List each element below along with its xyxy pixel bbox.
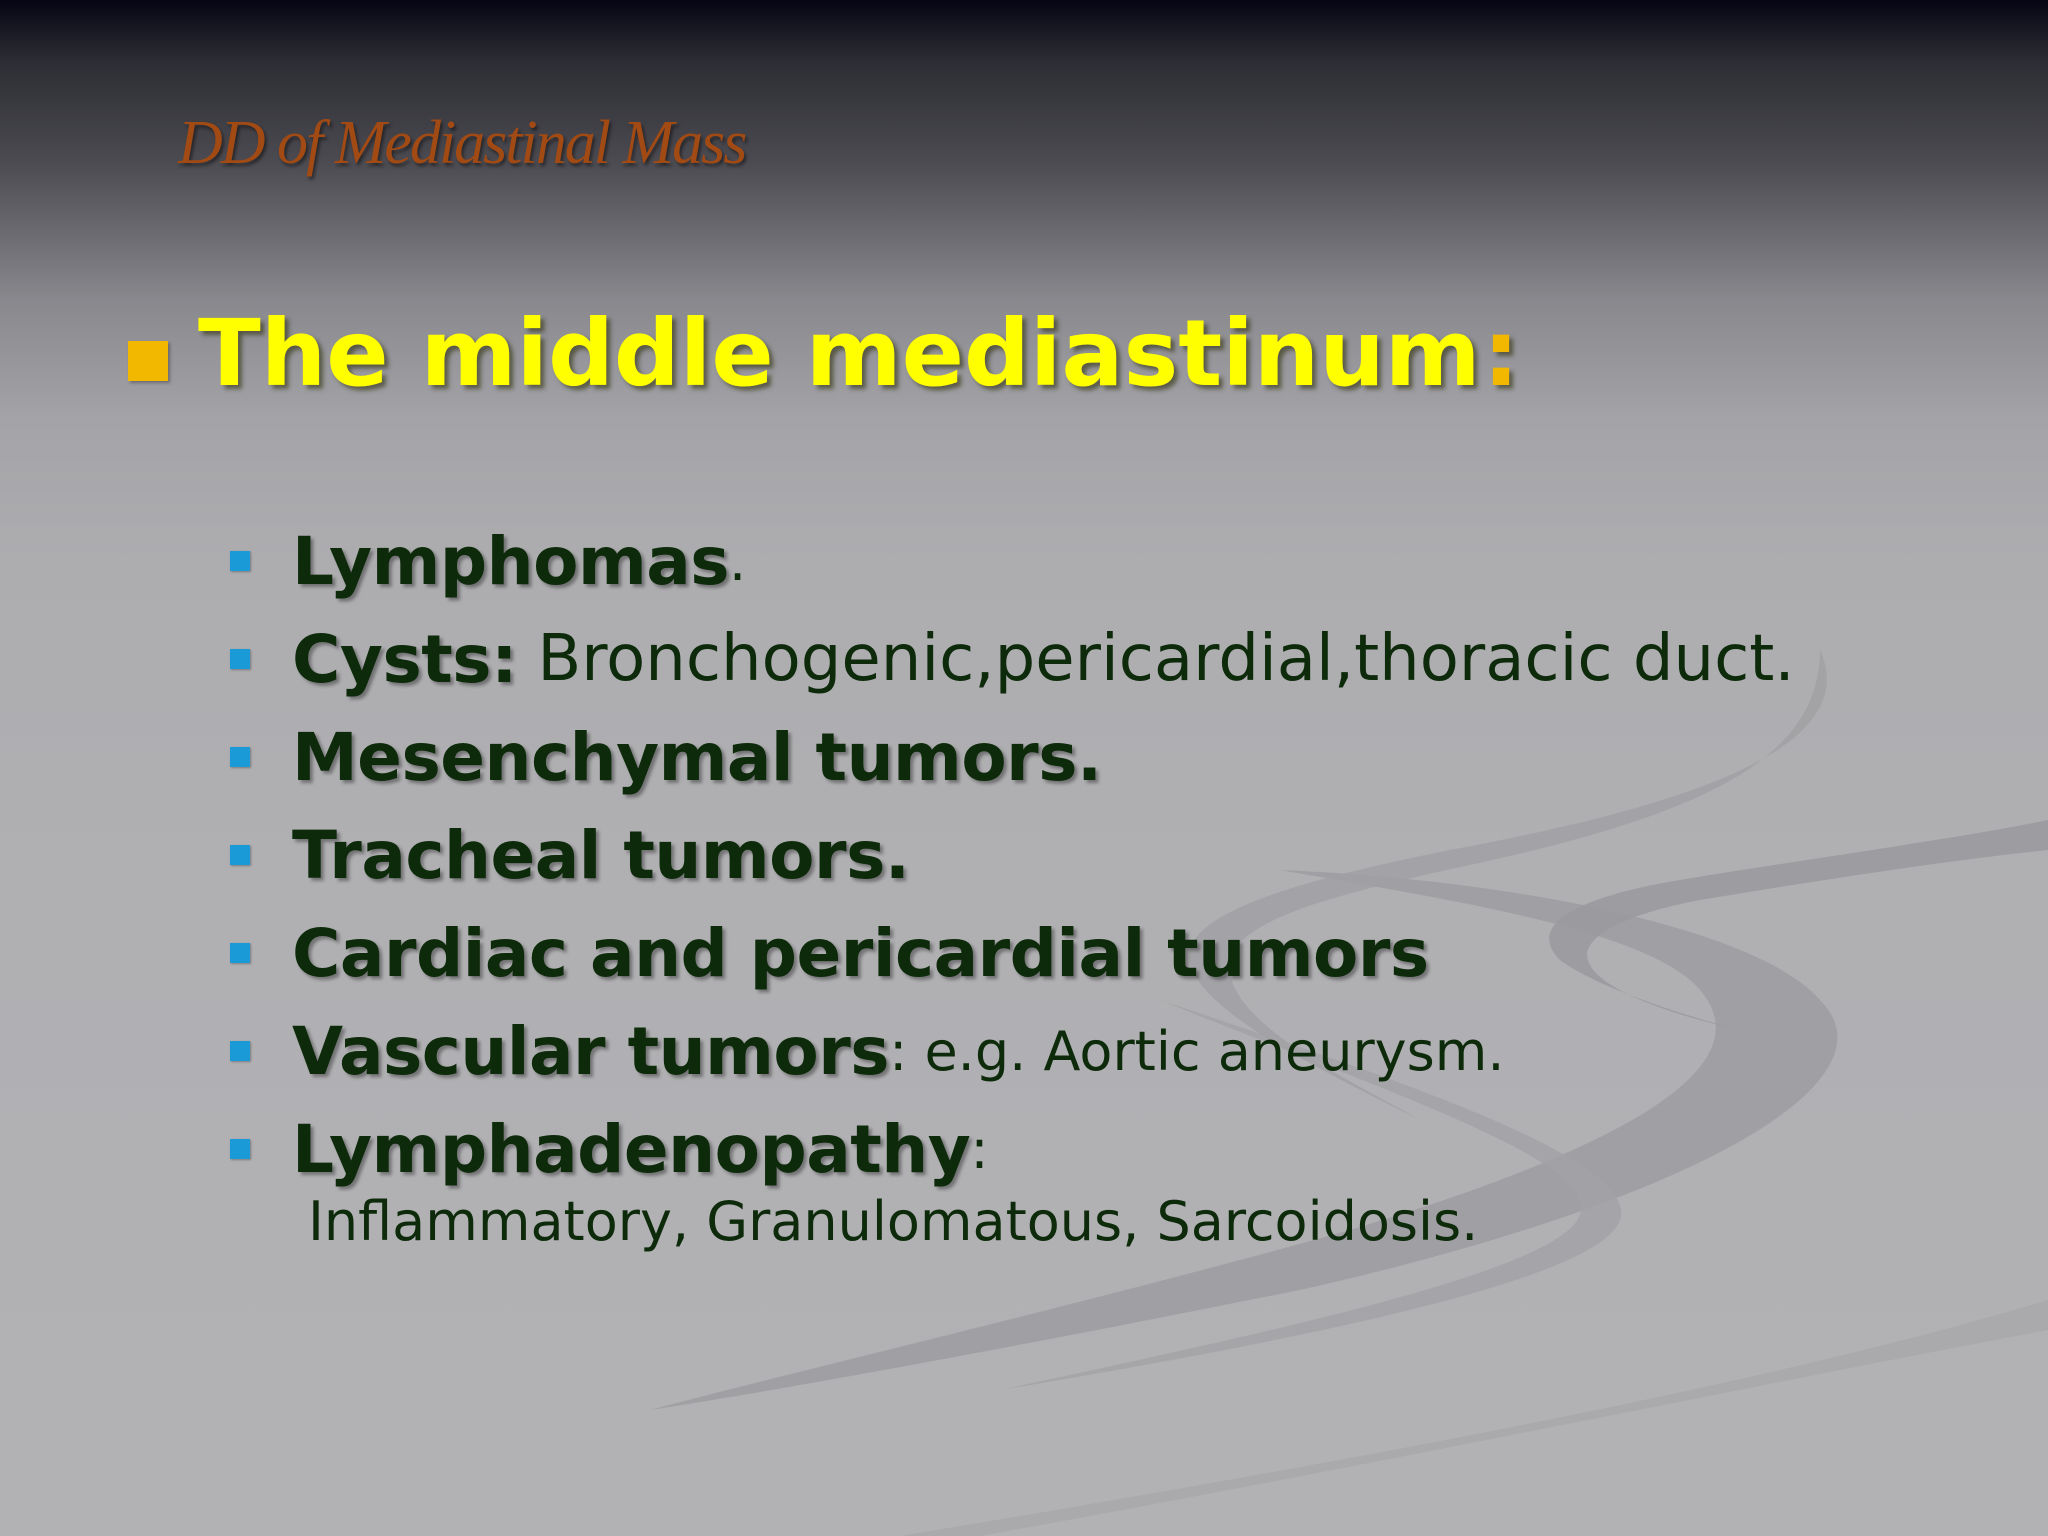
- square-bullet-icon: [230, 649, 250, 669]
- square-bullet-icon: [230, 747, 250, 767]
- item-label: Lymphadenopathy: [292, 1110, 971, 1188]
- section-heading: [128, 298, 1519, 408]
- item-suffix: :: [889, 1019, 908, 1083]
- square-bullet-icon: [230, 551, 250, 571]
- list-item-lymphomas: [230, 512, 1795, 610]
- square-bullet-icon: [230, 845, 250, 865]
- list-item-cysts: [230, 610, 1795, 708]
- lymphadenopathy-detail: Inflammatory, Granulomatous, Sarcoidosis.: [308, 1190, 1479, 1253]
- item-suffix: .: [729, 529, 747, 593]
- list-item-tracheal-tumors: [230, 806, 1795, 904]
- item-label: Vascular tumors: [292, 1012, 890, 1090]
- bullet-list: [230, 512, 1795, 1198]
- list-item-mesenchymal-tumors: [230, 708, 1795, 806]
- item-detail: Bronchogenic,pericardial,thoracic duct.: [516, 622, 1795, 696]
- item-label: Lymphomas: [292, 522, 730, 600]
- slide-title: DD of Mediastinal Mass: [178, 109, 746, 177]
- square-bullet-icon: [230, 1139, 250, 1159]
- square-bullet-icon: [230, 943, 250, 963]
- heading-text: The middle mediastinum: [198, 299, 1481, 407]
- item-suffix: :: [970, 1117, 989, 1181]
- item-label: Cysts:: [292, 620, 517, 698]
- heading-colon: :: [1482, 299, 1520, 407]
- list-item-vascular-tumors: [230, 1002, 1795, 1100]
- list-item-lymphadenopathy: [230, 1100, 1795, 1198]
- item-label: Cardiac and pericardial tumors: [292, 914, 1429, 992]
- square-bullet-icon: [230, 1041, 250, 1061]
- item-label: Mesenchymal tumors.: [292, 718, 1102, 796]
- square-bullet-icon: [128, 341, 168, 381]
- item-label: Tracheal tumors.: [292, 816, 910, 894]
- item-detail: e.g. Aortic aneurysm.: [907, 1019, 1505, 1083]
- list-item-cardiac-pericardial-tumors: [230, 904, 1795, 1002]
